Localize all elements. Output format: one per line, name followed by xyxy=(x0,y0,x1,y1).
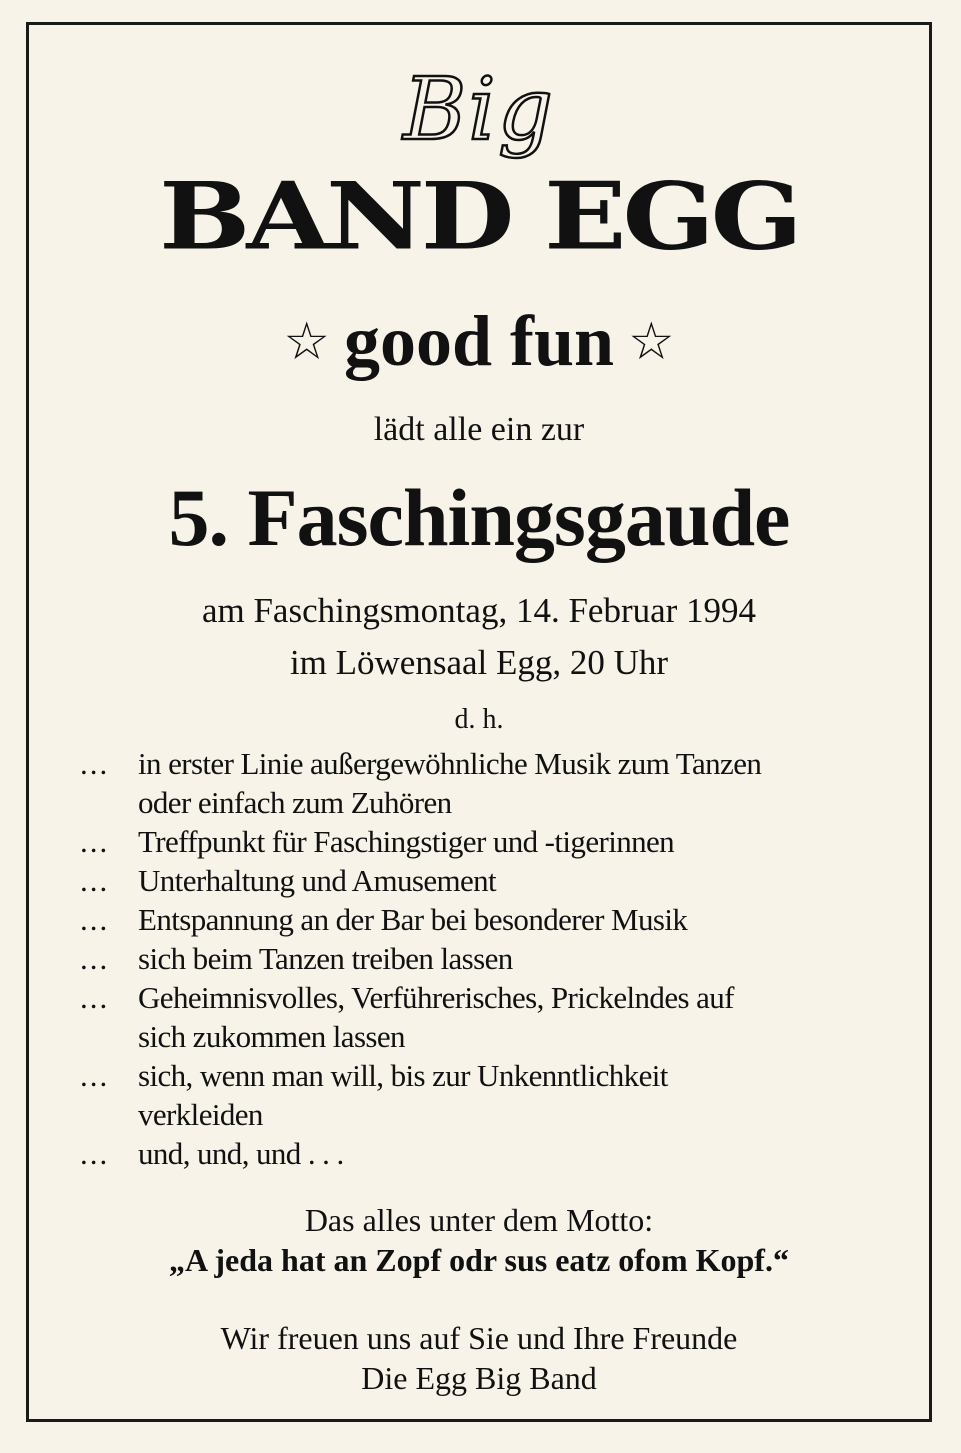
title-band-egg: BAND EGG xyxy=(159,162,799,271)
list-item-line: sich zukommen lassen xyxy=(138,1019,405,1054)
title-big: Big xyxy=(403,60,555,160)
list-item xyxy=(80,822,910,861)
list-item-line: Geheimnisvolles, Verführerisches, Prickelndes auf xyxy=(138,980,734,1015)
list-item-line: Unterhaltung und Amusement xyxy=(138,863,497,898)
list-item-line: Entspannung an der Bar bei besonderer Musik xyxy=(138,902,688,937)
list-item xyxy=(80,1056,910,1134)
ellipsis-marker: ... xyxy=(80,824,110,859)
signature: Die Egg Big Band xyxy=(361,1360,597,1396)
motto-intro: Das alles unter dem Motto: xyxy=(304,1202,654,1238)
star-left-icon: ☆ xyxy=(283,312,330,372)
list-item-line: sich beim Tanzen treiben lassen xyxy=(138,941,513,976)
list-item-line: oder einfach zum Zuhören xyxy=(138,785,452,820)
list-item-line: Treffpunkt für Faschingstiger und -tigerinnen xyxy=(138,824,675,859)
tagline xyxy=(26,296,932,387)
list-item xyxy=(80,978,910,1056)
ellipsis-marker: ... xyxy=(80,941,110,976)
list-item xyxy=(80,939,910,978)
tagline-text: good fun xyxy=(343,301,615,381)
ellipsis-marker: ... xyxy=(80,980,110,1015)
event-title: 5. Faschingsgaude xyxy=(168,472,790,563)
activity-list xyxy=(80,744,910,1173)
star-right-icon: ☆ xyxy=(628,312,675,372)
list-item xyxy=(80,1134,910,1173)
date-line: am Faschingsmontag, 14. Februar 1994 xyxy=(201,591,757,630)
dh-label: d. h. xyxy=(454,704,504,735)
ellipsis-marker: ... xyxy=(80,902,110,937)
ellipsis-marker: ... xyxy=(80,1136,110,1171)
list-item-line: und, und, und . . . xyxy=(138,1136,344,1171)
list-item xyxy=(80,900,910,939)
list-item xyxy=(80,861,910,900)
list-item-line: sich, wenn man will, bis zur Unkenntlichkeit xyxy=(138,1058,668,1093)
invite-line: lädt alle ein zur xyxy=(373,411,585,448)
venue-line: im Löwensaal Egg, 20 Uhr xyxy=(289,643,669,682)
thanks-line: Wir freuen uns auf Sie und Ihre Freunde xyxy=(220,1320,738,1356)
ellipsis-marker: ... xyxy=(80,863,110,898)
list-item-line: verkleiden xyxy=(138,1097,263,1132)
list-item xyxy=(80,744,910,822)
ellipsis-marker: ... xyxy=(80,746,110,781)
list-item-line: in erster Linie außergewöhnliche Musik zum Tanzen xyxy=(138,746,762,781)
ellipsis-marker: ... xyxy=(80,1058,110,1093)
motto: „A jeda hat an Zopf odr sus eatz ofom Kopf.“ xyxy=(169,1242,789,1278)
